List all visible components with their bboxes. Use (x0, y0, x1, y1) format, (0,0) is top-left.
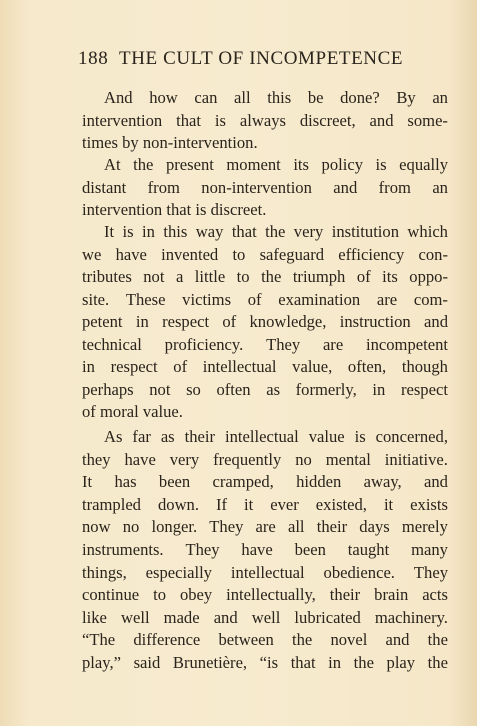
text-line: At the present moment its policy is equally (104, 155, 448, 174)
text-line: instruments. They have been taught many (82, 540, 448, 559)
text-line: we have invented to safeguard efficiency con- (82, 245, 448, 264)
text-line: intervention that is discreet. (82, 200, 267, 219)
text-line: It is in this way that the very institution which (104, 222, 448, 241)
text-line: trampled down. If it ever existed, it exists (82, 495, 448, 514)
text-line: “The difference between the novel and the (82, 630, 448, 649)
text-line: in respect of intellectual value, often, though (82, 357, 448, 376)
text-line: things, especially intellectual obedience. They (82, 563, 448, 582)
text-line: now no longer. They are all their days merely (82, 517, 448, 536)
text-line: It has been cramped, hidden away, and (82, 472, 448, 491)
page-header (78, 46, 450, 72)
text-line: As far as their intellectual value is concerned, (104, 427, 448, 446)
running-title: THE CULT OF INCOMPETENCE (119, 48, 404, 69)
text-line: site. These victims of examination are com- (82, 290, 448, 309)
text-line: perhaps not so often as formerly, in respect (82, 380, 448, 399)
text-line: tributes not a little to the triumph of its oppo- (82, 267, 448, 286)
text-line: petent in respect of knowledge, instruction and (82, 312, 448, 331)
text-line: distant from non-intervention and from an (82, 178, 448, 197)
text-line: play,” said Brunetière, “is that in the play the (82, 653, 448, 672)
text-line: intervention that is always discreet, and some- (82, 111, 448, 130)
text-line: technical proficiency. They are incompetent (82, 335, 448, 354)
text-line: continue to obey intellectually, their brain acts (82, 585, 448, 604)
page-number: 188 (78, 48, 109, 69)
text-line: And how can all this be done? By an (104, 88, 448, 107)
text-line: like well made and well lubricated machinery. (82, 608, 448, 627)
text-line: of moral value. (82, 402, 183, 421)
text-line: they have very frequently no mental initiative. (82, 450, 448, 469)
text-line: times by non-intervention. (82, 133, 258, 152)
